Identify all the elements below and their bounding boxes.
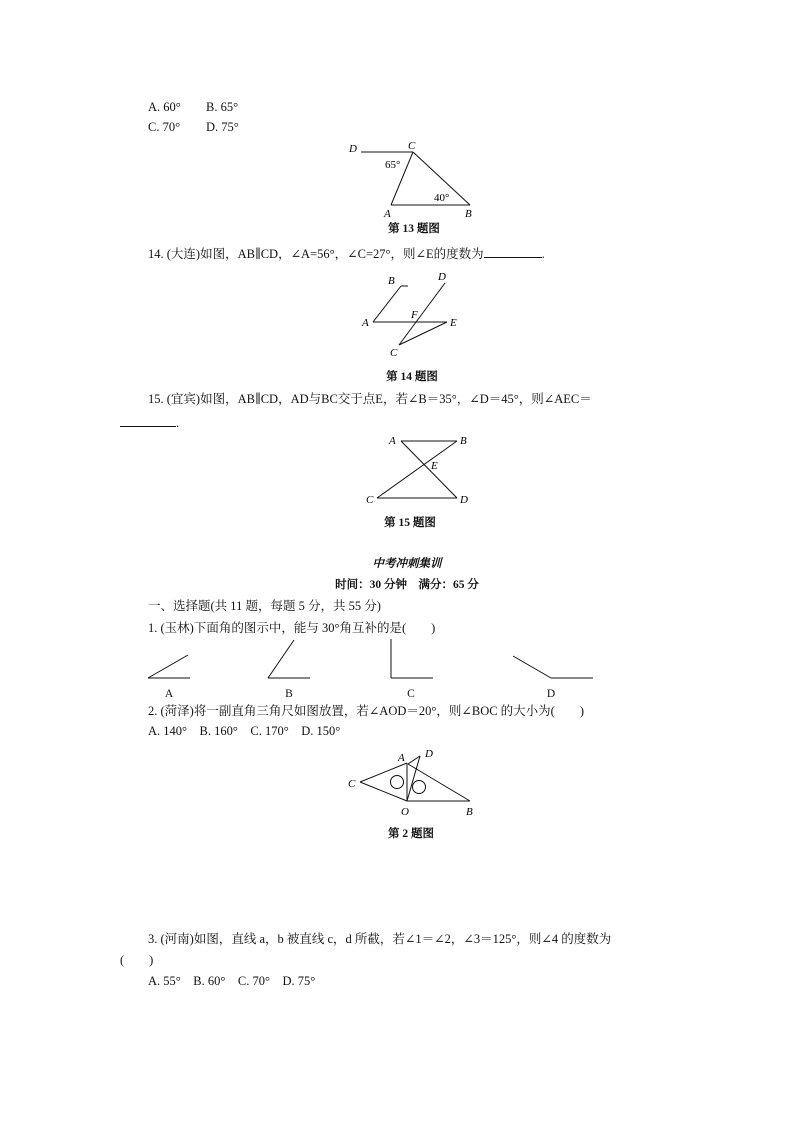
p1-label-d: D	[546, 688, 556, 700]
q15-label-a: A	[389, 435, 396, 447]
q15-label-c: C	[366, 494, 374, 506]
q14-label-d: D	[438, 271, 446, 283]
q14-label-a: A	[362, 317, 369, 329]
p2-label-a: A	[398, 752, 405, 764]
q14-caption: 第 14 题图	[386, 371, 438, 383]
q14-label-e: E	[450, 317, 457, 329]
p2-options: A. 140° B. 160° C. 170° D. 150°	[148, 724, 341, 738]
p2-text: 2. (菏泽)将一副直角三角尺如图放置，若∠AOD＝20°，则∠BOC 的大小为( )	[148, 704, 585, 718]
p2-label-b: B	[466, 806, 473, 818]
p1-label-a: A	[164, 688, 174, 700]
q13-label-c: C	[408, 140, 416, 152]
p2-label-c: C	[348, 778, 356, 790]
p1-label-b: B	[285, 688, 293, 700]
q14-label-c: C	[390, 347, 398, 359]
p1-label-c: C	[407, 688, 415, 700]
q13-label-d: D	[349, 143, 357, 155]
p3-paren: ( )	[120, 953, 154, 967]
q14-label-f: F	[411, 309, 418, 321]
q15-caption: 第 15 题图	[384, 517, 436, 529]
p2-label-o: O	[401, 806, 409, 818]
q13-angle-c: 65°	[385, 159, 401, 171]
q15-answer-blank	[120, 414, 176, 427]
p2-label-d: D	[425, 748, 433, 760]
p2-caption: 第 2 题图	[388, 828, 434, 840]
q15-label-b: B	[460, 435, 467, 447]
part1-heading: 一、选择题(共 11 题，每题 5 分，共 55 分)	[148, 599, 381, 613]
p3-options: A. 55° B. 60° C. 70° D. 75°	[148, 974, 316, 988]
q13-option-d: D. 75°	[206, 120, 239, 134]
q13-label-a: A	[384, 208, 391, 220]
p3-text: 3. (河南)如图，直线 a，b 被直线 c，d 所截，若∠1＝∠2，∠3＝125°，则∠4 的度数为	[148, 932, 612, 946]
q14-text: 14. (大连)如图，AB∥CD，∠A=56°，∠C=27°，则∠E的度数为 .	[148, 247, 545, 261]
q14-answer-blank	[484, 245, 542, 258]
q14-label-b: B	[388, 275, 395, 287]
section-title: 中考冲刺集训	[372, 558, 442, 570]
q13-option-b: B. 65°	[206, 100, 239, 114]
q13-option-a: A. 60°	[148, 100, 181, 114]
q15-text: 15. (宜宾)如图，AB∥CD，AD与BC交于点E，若∠B＝35°，∠D＝45°，则∠AEC＝	[148, 392, 592, 406]
q13-option-c: C. 70°	[148, 120, 181, 134]
q13-caption: 第 13 题图	[388, 223, 440, 235]
q13-angle-b: 40°	[434, 192, 450, 204]
q13-label-b: B	[465, 208, 472, 220]
section-time: 时间：30 分钟 满分：65 分	[335, 579, 479, 591]
q15-label-e: E	[431, 460, 438, 472]
q15-answer-line: .	[120, 414, 179, 431]
p1-text: 1. (玉林)下面角的图示中，能与 30°角互补的是( )	[148, 621, 436, 635]
q15-label-d: D	[460, 494, 468, 506]
